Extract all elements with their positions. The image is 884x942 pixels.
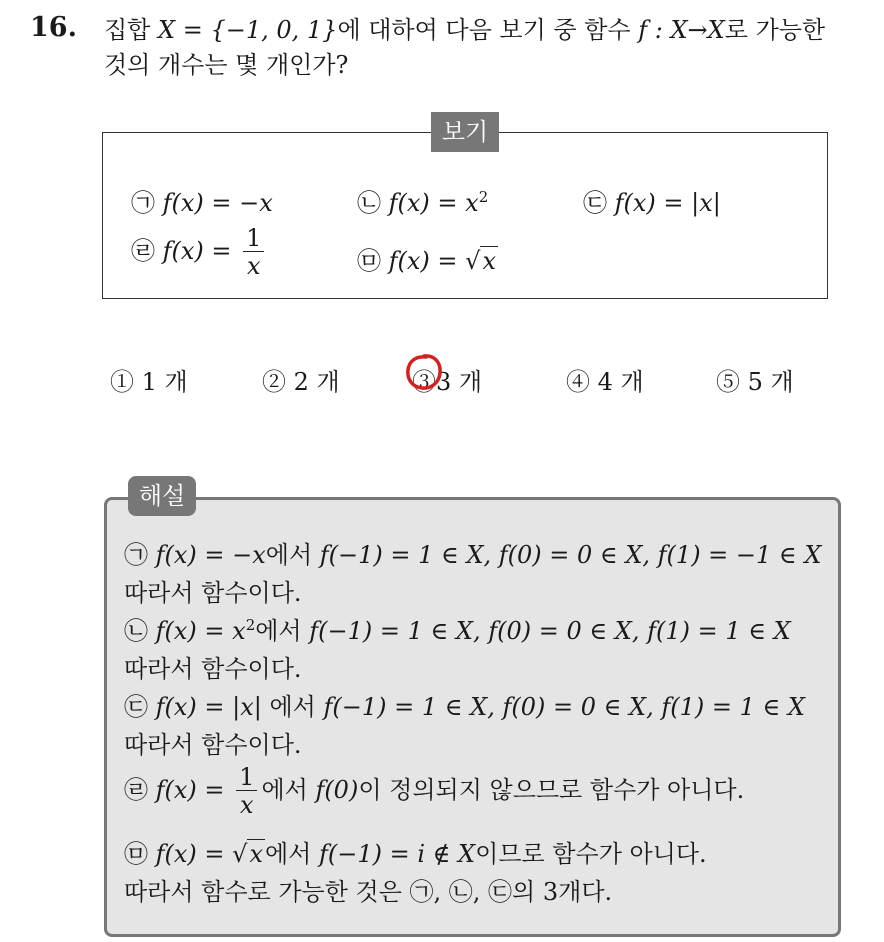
choice-mark: ② bbox=[262, 368, 286, 396]
solution-line-7 bbox=[124, 764, 744, 819]
square-root bbox=[465, 247, 498, 275]
question-line2: 것의 개수는 몇 개인가? bbox=[104, 51, 349, 79]
radical-sign: √ bbox=[232, 840, 248, 868]
solution-mark: ㉢ bbox=[124, 693, 148, 721]
bogi-rhs: −x bbox=[239, 189, 273, 217]
bogi-box bbox=[102, 118, 828, 299]
bogi-lhs: f(x) = bbox=[614, 189, 692, 217]
solution-evaluation: f(0) bbox=[315, 776, 359, 804]
solution-evaluation: f(−1) = 1 ∈ X, f(0) = 0 ∈ X, f(1) = −1 ∈ X bbox=[319, 541, 822, 569]
solution-expression: f(x) = x bbox=[155, 617, 246, 645]
bogi-item-5 bbox=[357, 241, 498, 276]
bogi-mark: ㉢ bbox=[583, 189, 607, 217]
bogi-lhs: f(x) = bbox=[162, 189, 240, 217]
solution-mark: ㉠ bbox=[124, 541, 148, 569]
solution-line-1 bbox=[124, 535, 821, 570]
fraction-denominator: x bbox=[247, 252, 261, 280]
fraction-denominator: x bbox=[240, 791, 254, 819]
solution-evaluation: f(−1) = i ∉ X bbox=[319, 840, 476, 868]
solution-evaluation: f(−1) = 1 ∈ X, f(0) = 0 ∈ X, f(1) = 1 ∈ X bbox=[309, 617, 791, 645]
solution-line-2: 따라서 함수이다. bbox=[124, 579, 302, 607]
radicand: x bbox=[482, 247, 496, 275]
selected-circle-icon bbox=[404, 352, 444, 392]
bogi-item-3 bbox=[583, 183, 721, 218]
fraction bbox=[243, 225, 264, 280]
question-line1-pre: 집합 bbox=[104, 16, 158, 44]
solution-mark: ㉤ bbox=[124, 840, 148, 868]
question-line1-post: 로 가능한 bbox=[724, 16, 826, 44]
solution-expression: f(x) = −x bbox=[155, 541, 266, 569]
choice-label: 3 개 bbox=[436, 368, 483, 396]
solution-line-8 bbox=[124, 834, 707, 869]
question-text bbox=[104, 13, 874, 83]
bogi-item-4 bbox=[131, 225, 268, 280]
solution-mark: ㉣ bbox=[124, 776, 148, 804]
function-expression: f : X→X bbox=[638, 16, 725, 44]
bogi-mark: ㉡ bbox=[357, 189, 381, 217]
radicand: x bbox=[249, 840, 263, 868]
solution-line-4: 따라서 함수이다. bbox=[124, 655, 302, 683]
bogi-item-2 bbox=[357, 183, 488, 218]
solution-label: 해설 bbox=[128, 476, 196, 516]
choice-4[interactable] bbox=[566, 362, 644, 397]
choice-mark: ⑤ bbox=[716, 368, 740, 396]
choice-mark: ③ bbox=[412, 368, 436, 396]
question-line1-mid: 에 대하여 다음 보기 중 함수 bbox=[337, 16, 639, 44]
choice-label: 2 개 bbox=[293, 368, 340, 396]
bogi-mark: ㉣ bbox=[131, 237, 155, 265]
solution-expression: f(x) = bbox=[155, 840, 233, 868]
choice-mark: ④ bbox=[566, 368, 590, 396]
solution-text: 에서 bbox=[265, 541, 320, 569]
choice-mark: ① bbox=[110, 368, 134, 396]
choice-2[interactable] bbox=[262, 362, 340, 397]
fraction bbox=[236, 764, 257, 819]
solution-line-9: 따라서 함수로 가능한 것은 ㉠, ㉡, ㉢의 3개다. bbox=[124, 878, 613, 906]
choice-3[interactable] bbox=[412, 362, 482, 397]
bogi-lhs: f(x) = bbox=[388, 247, 466, 275]
solution-text: 에서 bbox=[261, 776, 316, 804]
solution-text: 에서 bbox=[255, 617, 310, 645]
fraction-numerator: 1 bbox=[243, 225, 264, 252]
solution-tail: 이 정의되지 않으므로 함수가 아니다. bbox=[358, 776, 745, 804]
square-root bbox=[232, 840, 265, 868]
radical-sign: √ bbox=[465, 247, 481, 275]
solution-mark: ㉡ bbox=[124, 617, 148, 645]
choice-label: 4 개 bbox=[597, 368, 644, 396]
bogi-label: 보기 bbox=[431, 112, 499, 152]
solution-superscript: 2 bbox=[245, 616, 256, 634]
solution-evaluation: f(−1) = 1 ∈ X, f(0) = 0 ∈ X, f(1) = 1 ∈ X bbox=[323, 693, 805, 721]
solution-line-3 bbox=[124, 611, 791, 646]
solution-expression: f(x) = |x| bbox=[155, 693, 262, 721]
solution-text: 에서 bbox=[265, 840, 319, 868]
choice-label: 5 개 bbox=[747, 368, 794, 396]
answer-choices bbox=[0, 362, 884, 402]
solution-expression: f(x) = bbox=[155, 776, 233, 804]
choice-label: 1 개 bbox=[141, 368, 188, 396]
solution-tail: 이므로 함수가 아니다. bbox=[475, 840, 707, 868]
solution-text: 에서 bbox=[261, 693, 324, 721]
bogi-item-1 bbox=[131, 183, 273, 218]
solution-line-5 bbox=[124, 687, 805, 722]
bogi-lhs: f(x) = bbox=[162, 237, 240, 265]
bogi-mark: ㉤ bbox=[357, 247, 381, 275]
bogi-rhs: |x| bbox=[691, 189, 721, 217]
set-expression: X = {−1, 0, 1} bbox=[158, 16, 338, 44]
solution-line-6: 따라서 함수이다. bbox=[124, 731, 302, 759]
choice-1[interactable] bbox=[110, 362, 188, 397]
bogi-mark: ㉠ bbox=[131, 189, 155, 217]
bogi-superscript: 2 bbox=[478, 188, 489, 206]
bogi-lhs: f(x) = bbox=[388, 189, 466, 217]
fraction-numerator: 1 bbox=[236, 764, 257, 791]
bogi-rhs: x bbox=[465, 189, 479, 217]
choice-5[interactable] bbox=[716, 362, 794, 397]
question-number: 16. bbox=[30, 12, 77, 43]
